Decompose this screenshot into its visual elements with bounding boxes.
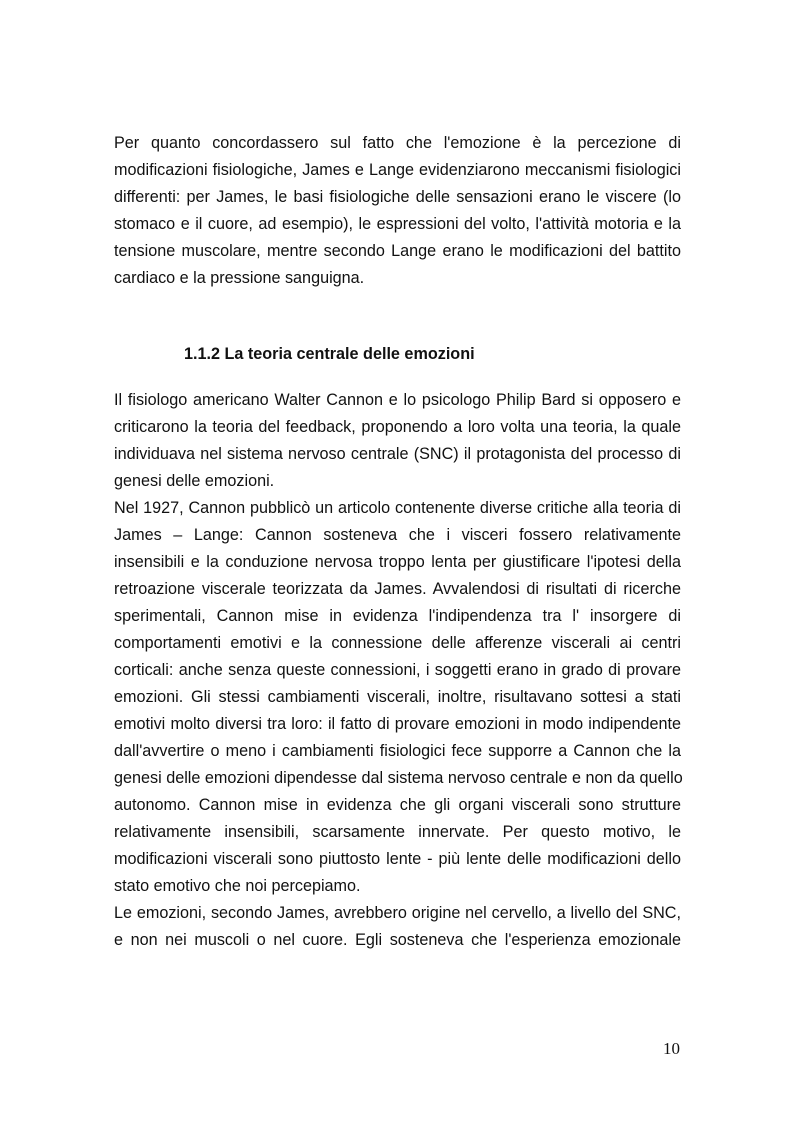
paragraph-line: e non nei muscoli o nel cuore. Egli sosteneva che l'esperienza emozionale xyxy=(114,931,681,949)
paragraph-line: individuava nel sistema nervoso centrale (SNC) il protagonista del processo di xyxy=(114,445,681,463)
paragraph-line: comportamenti emotivi e la connessione delle afferenze viscerali ai centri xyxy=(114,634,681,652)
paragraph-line: James – Lange: Cannon sosteneva che i visceri fossero relativamente xyxy=(114,526,681,544)
paragraph-line: cardiaco e la pressione sanguigna. xyxy=(114,269,365,287)
paragraph-line: sperimentali, Cannon mise in evidenza l'indipendenza tra l' insorgere di xyxy=(114,607,681,625)
paragraph-line: autonomo. Cannon mise in evidenza che gli organi viscerali sono strutture xyxy=(114,796,681,814)
paragraph-line: tensione muscolare, mentre secondo Lange erano le modificazioni del battito xyxy=(114,242,681,260)
paragraph-line: modificazioni viscerali sono piuttosto lente - più lente delle modificazioni dello xyxy=(114,850,681,868)
paragraph-line: Il fisiologo americano Walter Cannon e lo psicologo Philip Bard si opposero e xyxy=(114,391,681,409)
paragraph-line: Per quanto concordassero sul fatto che l'emozione è la percezione di xyxy=(114,134,681,152)
paragraph-line: stato emotivo che noi percepiamo. xyxy=(114,877,361,895)
section-heading: 1.1.2 La teoria centrale delle emozioni xyxy=(184,345,475,363)
paragraph-line: retroazione viscerale teorizzata da James. Avvalendosi di risultati di ricerche xyxy=(114,580,681,598)
paragraph-line: emotivi molto diversi tra loro: il fatto di provare emozioni in modo indipendente xyxy=(114,715,681,733)
paragraph-line: relativamente insensibili, scarsamente innervate. Per questo motivo, le xyxy=(114,823,681,841)
paragraph-line: genesi delle emozioni. xyxy=(114,472,275,490)
paragraph-line: criticarono la teoria del feedback, proponendo a loro volta una teoria, la quale xyxy=(114,418,681,436)
paragraph-line: Nel 1927, Cannon pubblicò un articolo contenente diverse critiche alla teoria di xyxy=(114,499,681,517)
paragraph-line: stomaco e il cuore, ad esempio), le espressioni del volto, l'attività motoria e la xyxy=(114,215,681,233)
page-number: 10 xyxy=(663,1039,680,1058)
paragraph-line: Le emozioni, secondo James, avrebbero origine nel cervello, a livello del SNC, xyxy=(114,904,681,922)
paragraph-line: dall'avvertire o meno i cambiamenti fisiologici fece supporre a Cannon che la xyxy=(114,742,681,760)
paragraph-line: emozioni. Gli stessi cambiamenti viscerali, inoltre, risultavano sottesi a stati xyxy=(114,688,681,706)
paragraph-line: corticali: anche senza queste connessioni, i soggetti erano in grado di provare xyxy=(114,661,681,679)
paragraph-line: modificazioni fisiologiche, James e Lange evidenziarono meccanismi fisiologici xyxy=(114,161,681,179)
paragraph-line: insensibili e la conduzione nervosa troppo lenta per giustificare l'ipotesi della xyxy=(114,553,681,571)
paragraph-line: genesi delle emozioni dipendesse dal sistema nervoso centrale e non da quello xyxy=(114,769,683,787)
paragraph-line: differenti: per James, le basi fisiologiche delle sensazioni erano le viscere (lo xyxy=(114,188,681,206)
